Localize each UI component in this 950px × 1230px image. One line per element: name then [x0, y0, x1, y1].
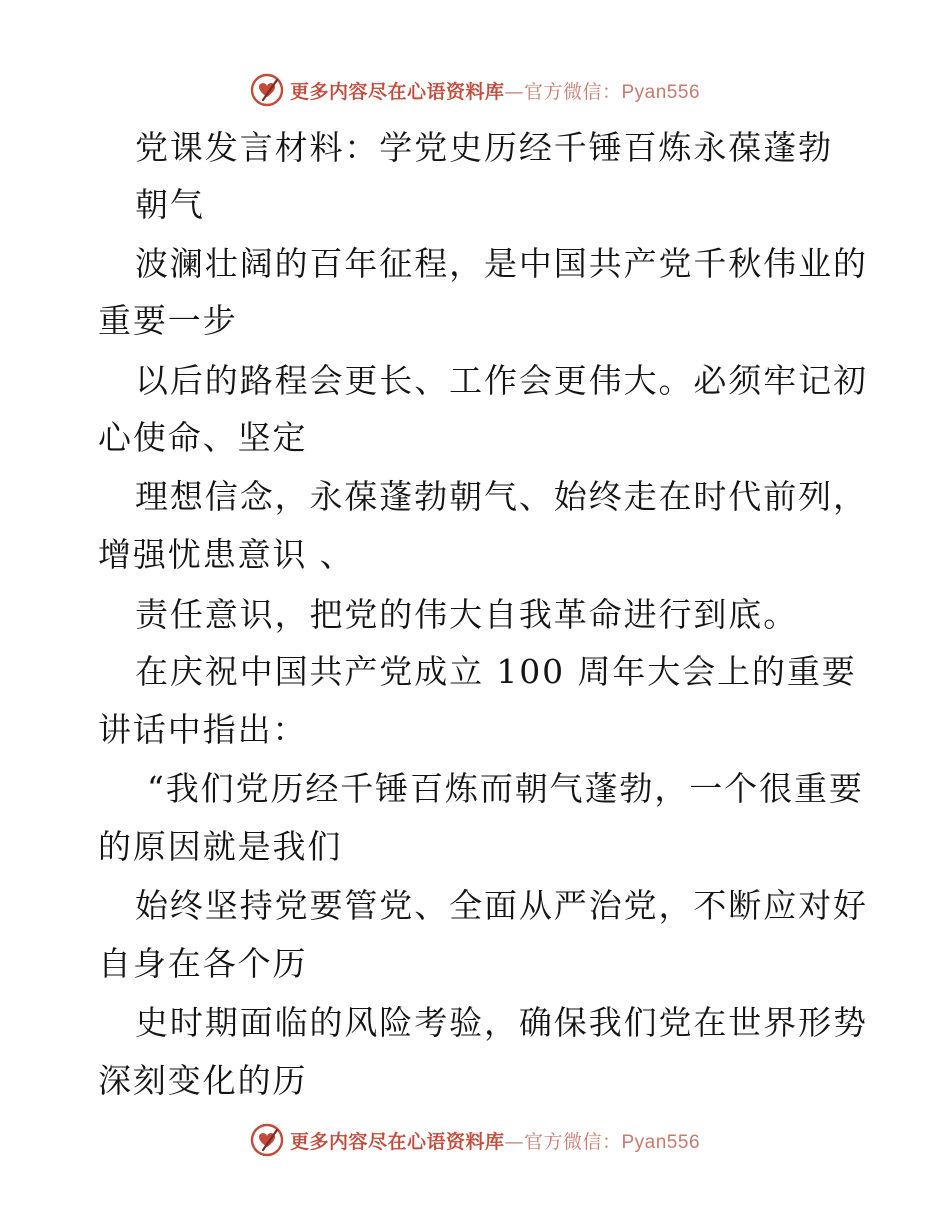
paragraph-line: 增强忧患意识 、: [98, 535, 355, 574]
paragraph-line: 在庆祝中国共产党成立 100 周年大会上的重要: [135, 652, 857, 691]
document-title-line-2: 朝气: [135, 185, 205, 224]
watermark-dash: —: [504, 80, 524, 103]
watermark-sub: 官方微信：: [523, 80, 622, 103]
paragraph-line: 责任意识，把党的伟大自我革命进行到底。: [135, 595, 799, 634]
footer-watermark: [0, 1122, 950, 1158]
quote-line: 史时期面临的风险考验，确保我们党在世界形势: [135, 1003, 868, 1042]
watermark-id: Pyan556: [621, 81, 701, 103]
watermark-sub: 官方微信：: [523, 1130, 622, 1153]
quote-line: 始终坚持党要管党、全面从严治党，不断应对好: [135, 886, 868, 925]
paragraph-line: 心使命、坚定: [98, 418, 308, 457]
watermark-main: 更多内容尽在心语资料库: [289, 1130, 505, 1153]
paragraph-line: 讲话中指出：: [98, 710, 308, 749]
quote-line: 自身在各个历: [98, 944, 308, 983]
paragraph-line: 理想信念，永葆蓬勃朝气、始终走在时代前列，: [135, 477, 868, 516]
watermark-dash: —: [504, 1130, 524, 1153]
watermark-text: [290, 1127, 700, 1154]
paragraph-line: 波澜壮阔的百年征程，是中国共产党千秋伟业的: [135, 244, 868, 283]
paragraph-line: 重要一步: [98, 301, 238, 340]
heart-pen-logo-icon: [250, 1123, 284, 1157]
watermark-main: 更多内容尽在心语资料库: [289, 80, 505, 103]
quote-line: 深刻变化的历: [98, 1061, 308, 1100]
document-title-line-1: 党课发言材料：学党史历经千锤百炼永葆蓬勃: [135, 128, 833, 167]
watermark-id: Pyan556: [621, 1131, 701, 1153]
quote-line: 的原因就是我们: [98, 827, 343, 866]
paragraph-line: 以后的路程会更长、工作会更伟大。必须牢记初: [135, 361, 868, 400]
quote-line: “我们党历经千锤百炼而朝气蓬勃，一个很重要: [147, 769, 864, 808]
